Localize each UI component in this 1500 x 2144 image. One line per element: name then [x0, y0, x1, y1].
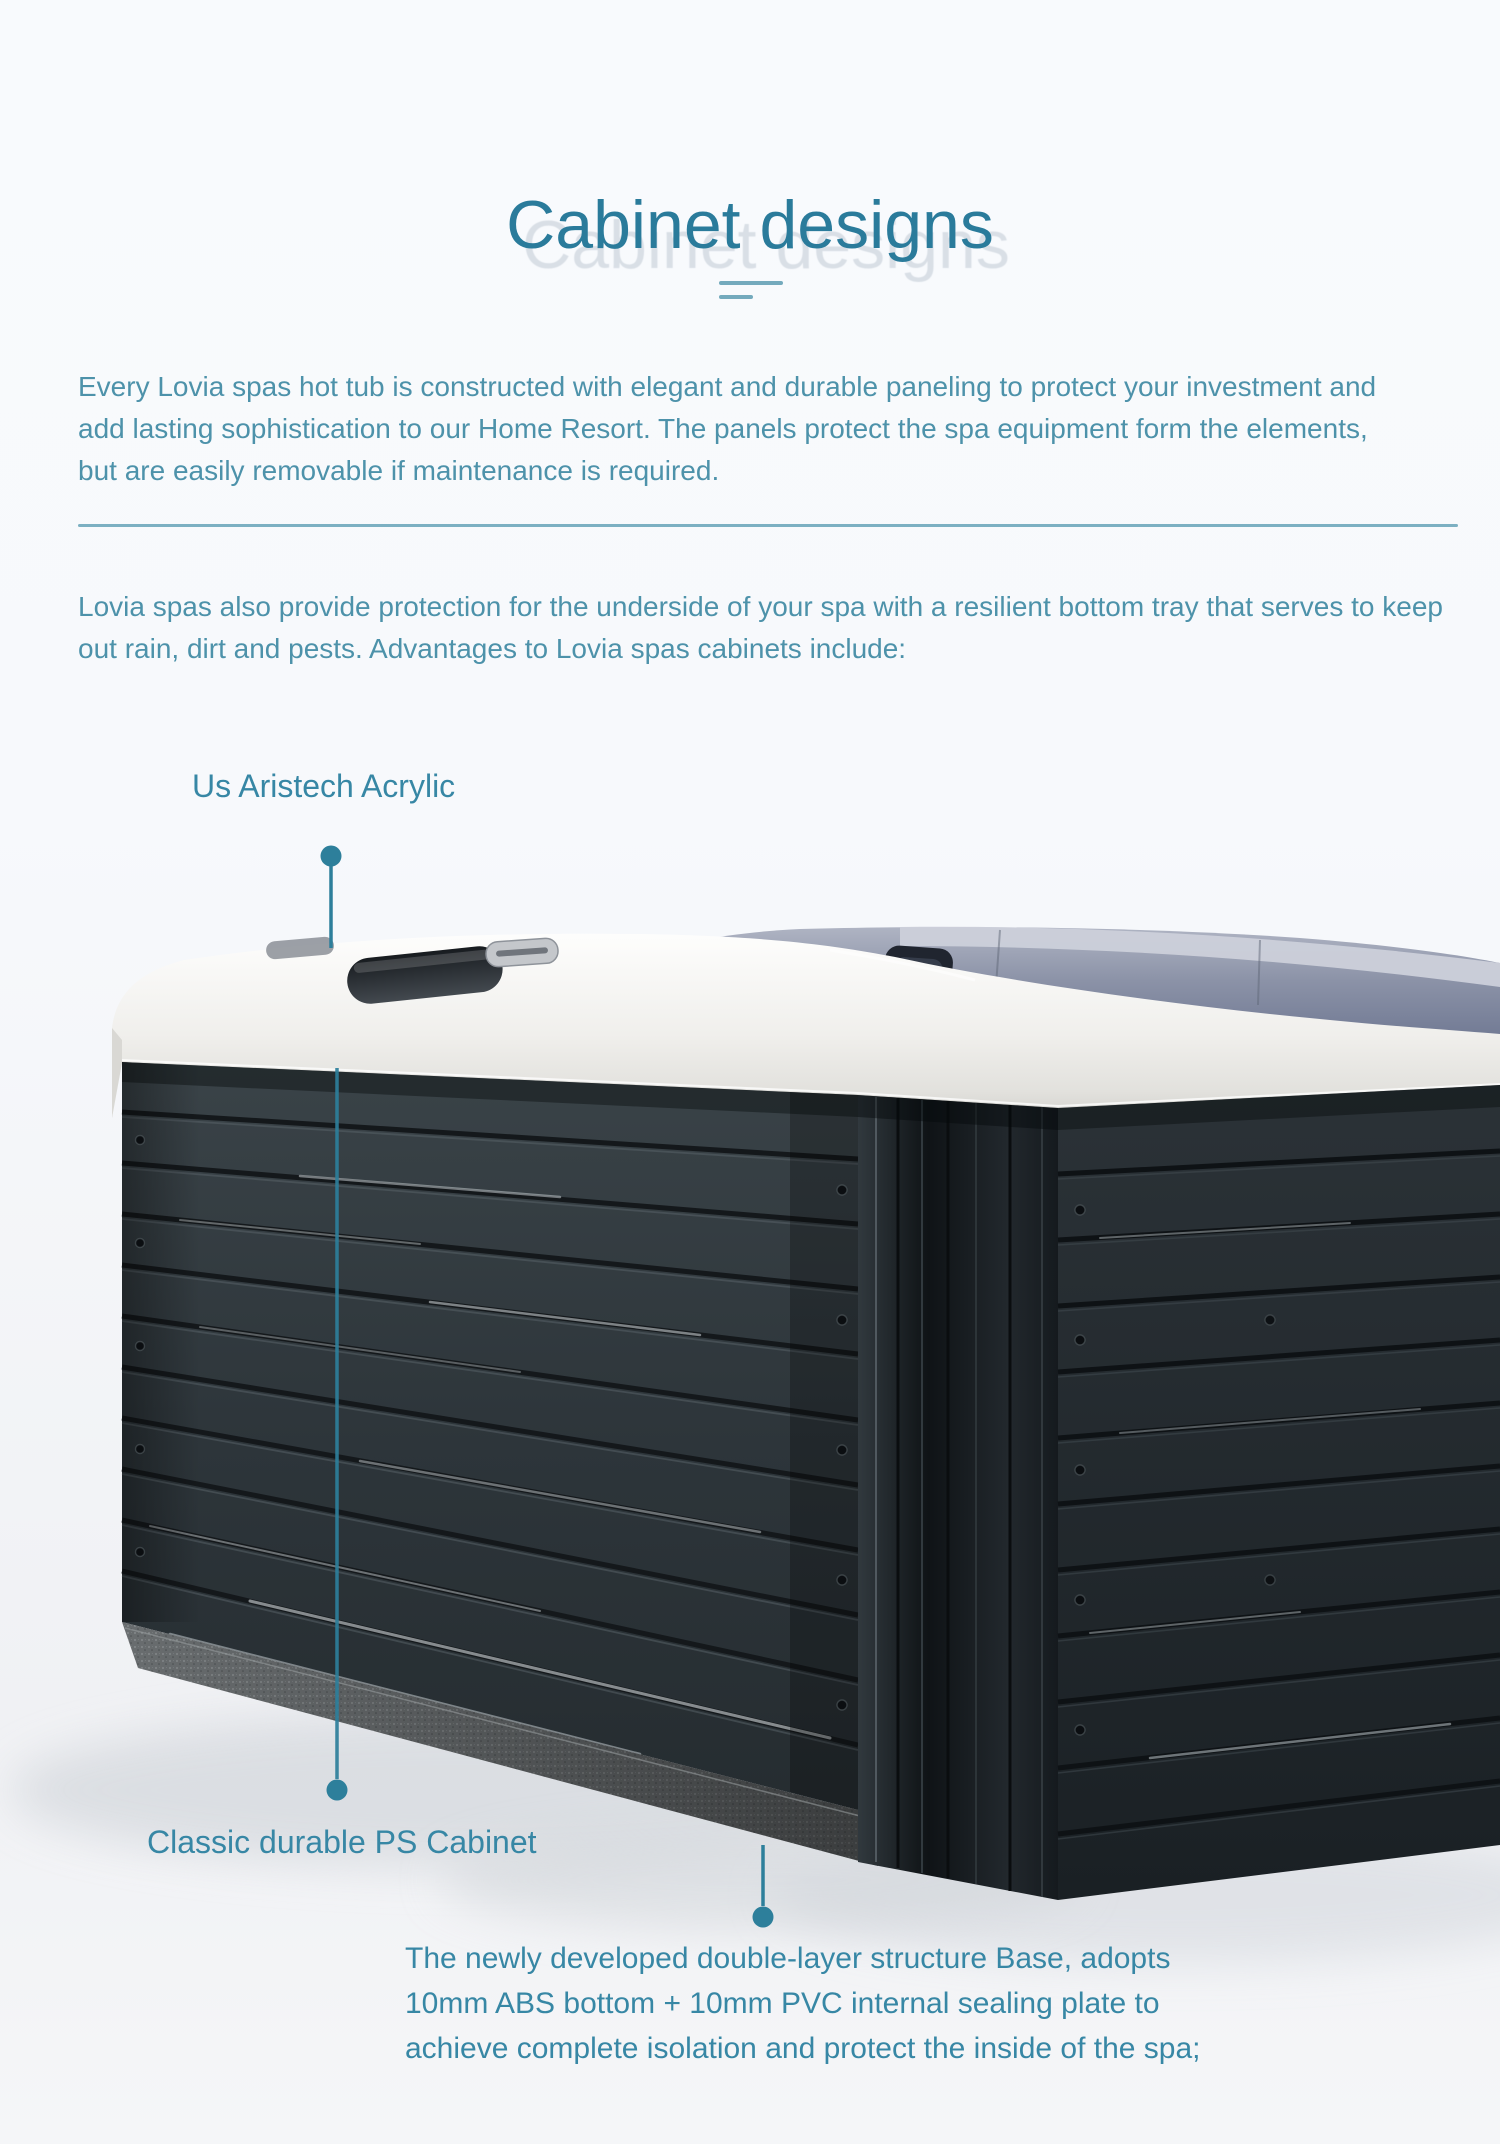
page-title: Cabinet designs — [506, 187, 994, 263]
cabinet-right-panel — [1058, 1085, 1500, 1900]
rim-left-edge — [112, 1028, 122, 1118]
callout-base-text: The newly developed double-layer structure Base, adopts 10mm ABS bottom + 10mm PVC internal sealing plate to achieve complete isolation and protect the inside of the spa; — [405, 1942, 1201, 2065]
intro-paragraph-2: Lovia spas also provide protection for the underside of your spa with a resilient bottom tray that serves to keep out rain, dirt and pests. Advantages to Lovia spas cabinets include: — [78, 591, 1443, 664]
cabinet-leader-dot — [327, 1780, 348, 1801]
base-leader-dot — [753, 1907, 774, 1928]
intro-paragraph-1: Every Lovia spas hot tub is constructed with elegant and durable paneling to protect your investment and add lasting sophistication to our Home Resort. The panels protect the spa equipment form the elements, but are easily removable if maintenance is required. — [78, 371, 1377, 486]
rim-metal-clip — [485, 938, 559, 968]
callout-acrylic-label: Us Aristech Acrylic — [192, 768, 456, 804]
cabinet-front-panel — [122, 1062, 858, 1810]
callout-cabinet-label: Classic durable PS Cabinet — [147, 1824, 537, 1860]
acrylic-leader-dot — [321, 846, 342, 867]
cabinet-corner-pillar — [858, 1095, 1058, 1900]
